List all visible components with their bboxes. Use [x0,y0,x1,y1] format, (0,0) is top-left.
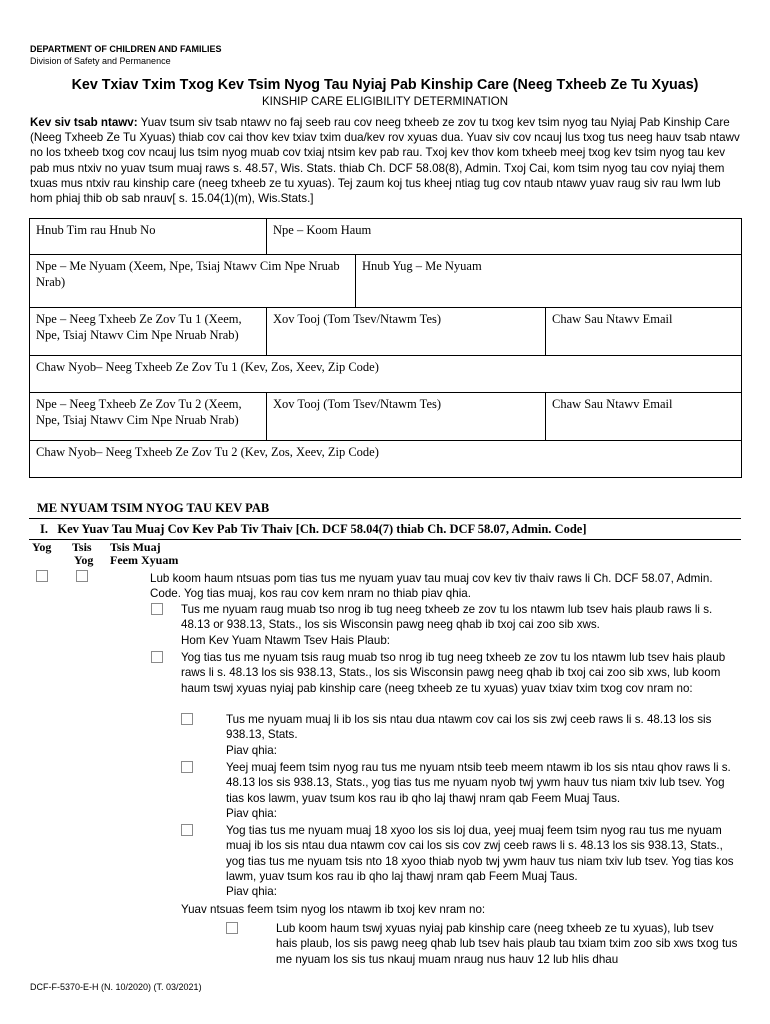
caregiver2-name-field[interactable] [30,393,267,441]
caregiver1-address-label: Chaw Nyob– Neeg Txheeb Ze Zov Tu 1 (Kev, Zos, Xeev, Zip Code) [36,360,379,374]
caregiver1-address-field[interactable] [30,356,742,393]
caregiver1-email-field[interactable] [546,308,742,356]
caregiver1-phone-label: Xov Tooj (Tom Tsev/Ntawm Tes) [273,312,442,326]
worker-name-field[interactable] [267,219,742,255]
main-yes-checkbox[interactable] [36,570,48,582]
child-dob-label: Hnub Yug – Me Nyuam [362,259,482,273]
child-name-label: Npe – Me Nyuam (Xeem, Npe, Tsiaj Ntawv Cim Npe Nruab Nrab) [36,259,340,289]
caregiver1-name-field[interactable] [30,308,267,356]
intro-text: Yuav tsum siv tsab ntawv no faj seeb rau cov neeg txheeb ze zov tu txog kev tsim nyog tau Nyiaj Pab Kinship Care (Neeg Txheeb Ze Tu Xyuas) thiab cov cai thov kev txiav txim dua/kev rov xyuas dua. Yuav siv cov ncauj lus txog tus neeg hauv tsab ntawv no los txheeb txog cov ncauj lus tsim nyog muab cov txiaj ntsim kev pab rau. Txoj kev thov kom txheeb meej txog kev tsim nyog tau kev pab mus ntxiv no yuav tsum muaj raws s. 48.57, Wis. Stats. thiab Ch. DCF 58.08(8), Admin. Txoj Cai, kom tsim nyog tau cov nyiaj them txuas mus ntxiv rau kinship care (neeg txheeb ze tu xyuas). Tej zaum koj tus kheej ntiag tug cov ntaub ntawv yuav raug siv rau lwm lub hom phiaj thib ob sab nrauv[ s. 15.04(1)(m), Wis.Stats.] [30,116,740,206]
intro-paragraph [30,115,740,206]
caregiver2-phone-label: Xov Tooj (Tom Tsev/Ntawm Tes) [273,397,442,411]
item-b2-text: Yeej muaj feem tsim nyog rau tus me nyuam ntsib teeb meem ntawm ib los sis ntau qhov raws li s. 48.13 los sis 938.13, Stats., yog tias tus me nyuam nyob twj ywm hauv tus niam txiv lub tsev. Yog tias kos lawm, yuav tsum kos rau ib qho laj thawj nram qab Feem Muaj Taus. [226,761,731,805]
caregiver2-phone-field[interactable] [267,393,546,441]
item-a1-text: Tus me nyuam raug muab tso nrog ib tug neeg txheeb ze zov tu los ntawm lub tsev hais plaub raws li s. 48.13 or 938.13, Stats., los sis Wisconsin pawg neeg qhab ib txoj cai zoo sib xws. [181,603,713,632]
section-heading: ME NYUAM TSIM NYOG TAU KEV PAB [37,501,270,515]
column-no-header [72,541,93,567]
column-review-header-line2: Feem Xyuam [110,553,179,567]
division-name: Division of Safety and Permanence [30,56,171,66]
item-b3-text: Yog tias tus me nyuam muaj 18 xyoo los sis loj dua, yeej muaj feem tsim nyog rau tus me nyuam muaj ib los sis ntau dua ntawm cov cai los sis cov zwj ceeb raws li s. 48.13 los sis 938.13, Stats., yog tias tus me nyuam tsis nto 18 xyoo thiab nyob twj ywm hauv tus niam txiv lub tsev. Yog tias kos lawm, yuav tsum kos rau ib qho laj thawj nram qab Feem Muaj Taus. [226,824,734,883]
item-b1-checkbox[interactable] [181,713,193,725]
item-b3-checkbox[interactable] [181,824,193,836]
item-b1-text: Tus me nyuam muaj li ib los sis ntau dua ntawm cov cai los sis zwj ceeb raws li s. 48.13 los sis 938.13, Stats. [226,713,712,742]
part-i-heading: I. Kev Yuav Tau Muaj Cov Kev Pab Tiv Thaiv [Ch. DCF 58.04(7) thiab Ch. DCF 58.07, Admin. Code] [40,522,587,536]
caregiver1-phone-field[interactable] [267,308,546,356]
column-yes-header: Yog [32,540,52,554]
column-review-header-line1: Tsis Muaj [110,540,161,554]
worker-name-label: Npe – Koom Haum [273,223,372,237]
item-a2-text: Yog tias tus me nyuam tsis raug muab tso nrog ib tug neeg txheeb ze zov tu los ntawm lub tsev hais plaub raws li s. 48.13 los sis 938.13, Stats., los sis Wisconsin pawg neeg qhab ib txoj cai zoo sib xws, lub koom haum tswj xyuas nyiaj pab kinship care (neeg txheeb ze tu xyuas) yuav txiav txim txog cov nram no: [181,651,726,695]
column-review-header [110,541,178,567]
date-field[interactable] [30,219,267,255]
main-no-checkbox[interactable] [76,570,88,582]
page-title: Kev Txiav Txim Txog Kev Tsim Nyog Tau Nyiaj Pab Kinship Care (Neeg Txheeb Ze Tu Xyuas) [71,77,699,93]
item-a1-note: Hom Kev Yuam Ntawm Tsev Hais Plaub: [181,634,390,647]
column-no-header-line1: Tsis [72,540,92,554]
child-dob-field[interactable] [356,255,742,308]
caregiver1-email-label: Chaw Sau Ntawv Email [552,312,673,326]
caregiver2-address-field[interactable] [30,441,742,478]
caregiver2-email-label: Chaw Sau Ntawv Email [552,397,673,411]
section-divider-top [29,518,741,519]
caregiver2-name-label: Npe – Neeg Txheeb Ze Zov Tu 2 (Xeem, Npe, Tsiaj Ntawv Cim Npe Nruab Nrab) [36,397,242,427]
child-name-field[interactable] [30,255,356,308]
caregiver2-address-label: Chaw Nyob– Neeg Txheeb Ze Zov Tu 2 (Kev, Zos, Xeev, Zip Code) [36,445,379,459]
item-c1-checkbox[interactable] [226,922,238,934]
item-a2-checkbox[interactable] [151,651,163,663]
item-b2-checkbox[interactable] [181,761,193,773]
info-form [29,218,742,478]
caregiver2-email-field[interactable] [546,393,742,441]
department-name: DEPARTMENT OF CHILDREN AND FAMILIES [30,44,222,54]
item-a1-checkbox[interactable] [151,603,163,615]
intro-label: Kev siv tsab ntawv: [30,116,138,129]
item-b2-note: Piav qhia: [226,807,277,820]
item-c-intro: Yuav ntsuas feem tsim nyog los ntawm ib txoj kev nram no: [181,903,486,916]
date-field-label: Hnub Tim rau Hnub No [36,223,156,237]
caregiver1-name-label: Npe – Neeg Txheeb Ze Zov Tu 1 (Xeem, Npe, Tsiaj Ntawv Cim Npe Nruab Nrab) [36,312,242,342]
column-no-header-line2: Yog [74,553,94,567]
item-b1-note: Piav qhia: [226,744,277,757]
item-b3-note: Piav qhia: [226,885,277,898]
item-c1-text: Lub koom haum tswj xyuas nyiaj pab kinship care (neeg txheeb ze tu xyuas), lub tsev hais plaub, los sis pawg neeg qhab lub tsev hais plaub tau txiam txim zoo sib xws txog tus me nyuam los sis tus nkauj muam nraug nus hauv 12 lub hlis dhau [276,922,738,966]
page-subtitle: KINSHIP CARE ELIGIBILITY DETERMINATION [261,96,509,108]
form-id-footer: DCF-F-5370-E-H (N. 10/2020) (T. 03/2021) [30,982,202,992]
item-main-text: Lub koom haum ntsuas pom tias tus me nyuam yuav tau muaj cov kev tiv thaiv raws li Ch. DCF 58.07, Admin. Code. Yog tias muaj, kos rau cov kem nram no thiab piav qhia. [150,572,713,601]
